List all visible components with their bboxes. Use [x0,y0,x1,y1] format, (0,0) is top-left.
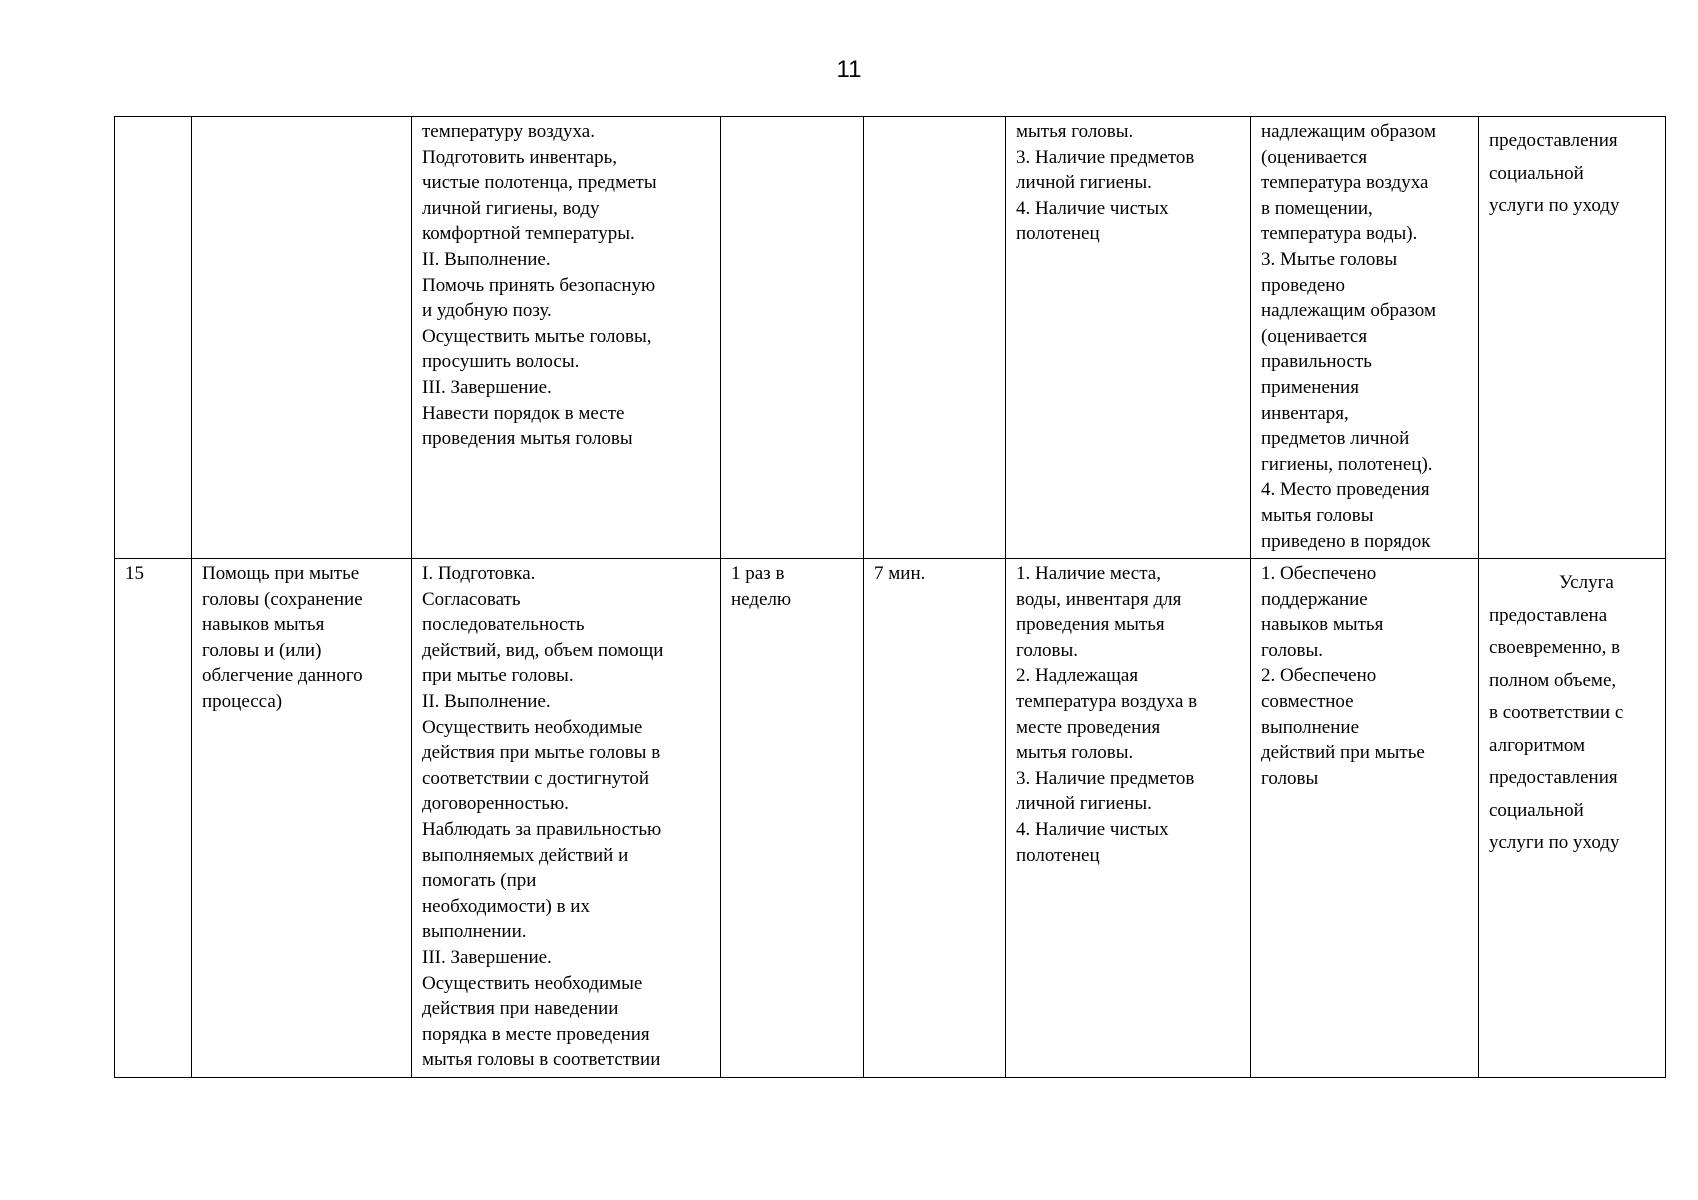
cell-text-line: Услуга [1559,572,1614,593]
cell-text-line: навыков мытья [1261,614,1384,636]
page-number: 11 [836,56,862,83]
cell-text-line: головы. [1016,639,1079,661]
cell-text-line: мытья головы. [1016,121,1134,142]
cell-text-line: услуги по уходу [1489,832,1620,853]
cell-text-line: II. Выполнение. [422,248,551,270]
duration-cell [864,559,1006,1078]
cell-text-line: температура воздуха [1261,172,1429,194]
cell-text-line: 1. Наличие места, [1016,563,1161,584]
cell-text-line: 1 раз в [731,563,785,584]
cell-text-line: 4. Наличие чистых [1016,197,1169,219]
cell-text-line: поддержание [1261,588,1368,610]
cell-text-line: при мытье головы. [422,665,574,687]
cell-text-line: предоставлена [1489,604,1608,626]
cell-text-line: в помещении, [1261,197,1373,219]
cell-text-line: месте проведения [1016,716,1161,738]
cell-text-line: проведения мытья головы [422,428,633,450]
cell-text-line: своевременно, в [1489,637,1621,658]
cell-text-line: 7 мин. [874,563,926,584]
cell-text-line: гигиены, полотенец). [1261,453,1433,475]
cell-text-line: действия при мытье головы в [422,742,661,764]
row-number-cell [115,559,192,1078]
cell-text-line: мытья головы [1261,504,1374,526]
cell-text-line: Согласовать [422,588,521,610]
duration-cell [864,117,1006,559]
cell-text-line: мытья головы. [1016,742,1134,764]
cell-text-line: чистые полотенца, предметы [422,172,657,194]
service-name-cell [192,117,412,559]
cell-text-line: II. Выполнение. [422,690,551,712]
cell-text-line: 4. Место проведения [1261,479,1430,501]
cell-text-line: порядка в месте проведения [422,1023,650,1045]
cell-text-line: Наблюдать за правильностью [422,818,662,840]
cell-text-line: услуги по уходу [1489,195,1620,216]
cell-text-line: приведено в порядок [1261,530,1431,552]
cell-text-line: полотенец [1016,223,1100,245]
service-standards-table [114,116,1666,1078]
cell-text-line: действий при мытье [1261,742,1425,764]
cell-text-line: и удобную позу. [422,300,552,322]
cell-text-line: 4. Наличие чистых [1016,818,1169,840]
cell-text-line: проведено [1261,274,1345,296]
cell-text-line: головы и (или) [202,639,322,661]
quality-indicators-cell [1251,559,1479,1078]
cell-text-line: проведения мытья [1016,614,1165,636]
cell-text-line: 2. Надлежащая [1016,665,1139,687]
result-assessment-cell [1479,117,1666,559]
cell-text-line: Осуществить необходимые [422,972,643,994]
cell-text-line: неделю [731,588,792,610]
cell-text-line: головы (сохранение [202,588,363,610]
service-name-cell [192,559,412,1078]
cell-text-line: полном объеме, [1489,669,1617,691]
service-content-cell [412,559,721,1078]
quality-indicators-cell [1251,117,1479,559]
row-number-cell [115,117,192,559]
cell-text-line: в соответствии с [1489,702,1624,723]
cell-text-line: необходимости) в их [422,895,590,917]
cell-text-line: правильность [1261,351,1372,373]
cell-text-line: помогать (при [422,870,537,892]
cell-text-line: предоставления [1489,767,1618,788]
cell-text-line: социальной [1489,799,1584,821]
cell-text-line: предметов личной [1261,428,1410,450]
cell-text-line: температура воды). [1261,223,1418,245]
cell-text-line: соответствии с достигнутой [422,767,650,789]
cell-text-line: 3. Мытье головы [1261,248,1398,270]
cell-text-line: Помощь при мытье [202,563,360,584]
cell-text-line: действия при наведении [422,998,619,1020]
cell-text-line: надлежащим образом [1261,300,1436,322]
frequency-cell [721,559,864,1078]
cell-text-line: выполнении. [422,921,527,943]
cell-text-line: 2. Обеспечено [1261,665,1377,687]
cell-text-line: мытья головы в соответствии [422,1049,661,1071]
cell-text-line: 15 [125,563,144,584]
cell-text-line: совместное [1261,690,1354,712]
cell-text-line: выполняемых действий и [422,844,629,866]
service-content-cell [412,117,721,559]
cell-text-line: Подготовить инвентарь, [422,146,618,168]
cell-text-line: III. Завершение. [422,376,552,398]
cell-text-line: Осуществить необходимые [422,716,643,738]
cell-text-line: действий, вид, объем помощи [422,639,664,661]
conditions-cell [1006,559,1251,1078]
cell-text-line: 3. Наличие предметов [1016,767,1195,789]
cell-text-line: применения [1261,376,1359,398]
cell-text-line: Помочь принять безопасную [422,274,656,296]
cell-text-line: температуру воздуха. [422,121,595,142]
cell-text-line: Осуществить мытье головы, [422,325,652,347]
cell-text-line: надлежащим образом [1261,121,1436,142]
cell-text-line: навыков мытья [202,614,325,636]
cell-text-line: полотенец [1016,844,1100,866]
cell-text-line: (оценивается [1261,146,1368,168]
cell-text-line: облегчение данного [202,665,363,687]
cell-text-line: личной гигиены, воду [422,197,600,219]
cell-text-line: договоренностью. [422,793,569,815]
cell-text-line: выполнение [1261,716,1360,738]
cell-text-line: (оценивается [1261,325,1368,347]
cell-text-line: предоставления [1489,130,1618,151]
cell-text-line: инвентаря, [1261,402,1349,424]
cell-text-line: III. Завершение. [422,946,552,968]
cell-text-line: комфортной температуры. [422,223,635,245]
cell-text-line: социальной [1489,162,1584,184]
cell-text-line: 1. Обеспечено [1261,563,1377,584]
cell-text-line: температура воздуха в [1016,690,1198,712]
table-row [115,559,1666,1078]
cell-text-line: воды, инвентаря для [1016,588,1182,610]
cell-text-line: I. Подготовка. [422,563,536,584]
result-assessment-cell [1479,559,1666,1078]
cell-text-line: просушить волосы. [422,351,580,373]
cell-text-line: алгоритмом [1489,734,1586,756]
cell-text-line: головы. [1261,639,1324,661]
cell-text-line: последовательность [422,614,585,636]
cell-text-line: 3. Наличие предметов [1016,146,1195,168]
cell-text-line: процесса) [202,690,283,712]
cell-text-line: головы [1261,767,1319,789]
conditions-cell [1006,117,1251,559]
frequency-cell [721,117,864,559]
table-row [115,117,1666,559]
cell-text-line: личной гигиены. [1016,793,1152,815]
cell-text-line: Навести порядок в месте [422,402,625,424]
cell-text-line: личной гигиены. [1016,172,1152,194]
